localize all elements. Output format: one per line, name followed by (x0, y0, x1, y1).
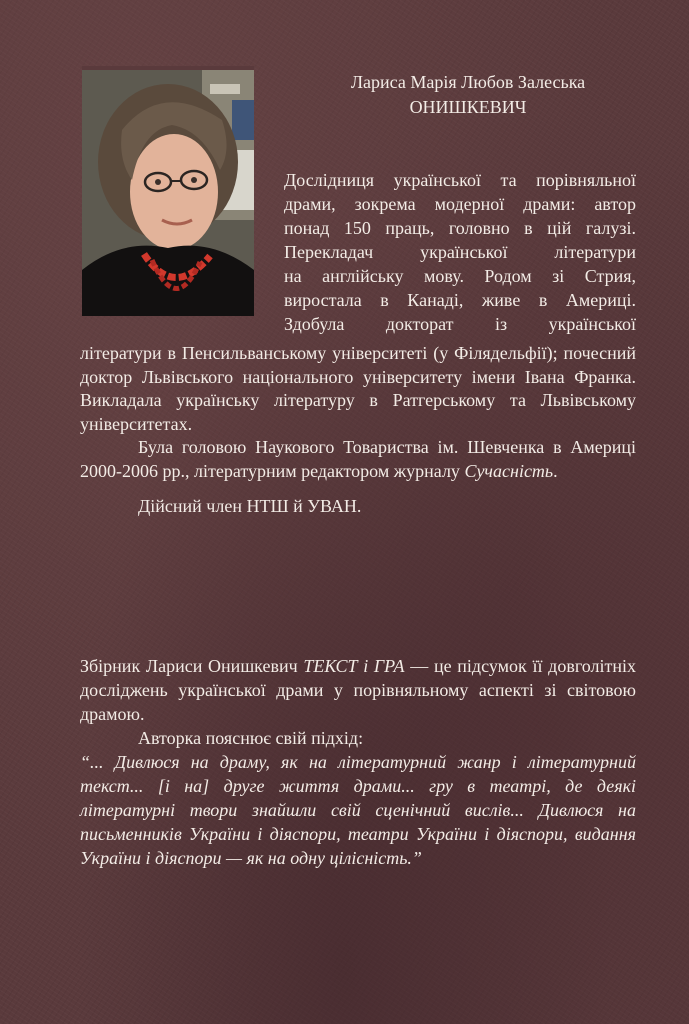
bio-line: Дослідниця української та порівняльної (284, 170, 636, 190)
book-quote: “... Дивлюся на драму, як на літературний жанр і літературний текст... [і на] друге життя драми... гру в театрі, де деякі літературні твори знайшли свій сценічний вислів... Дивлюся на письменників України і діяспори, театри України і діяспори, видання України і діяспори — як на одну цілісність.” (80, 752, 636, 868)
bio-paragraph-ntsh-text: Була головою Наукового Товариства ім. Шевченка в Америці 2000-2006 рр., літературним редактором журналу (80, 437, 636, 481)
book-intro (80, 654, 636, 726)
author-surname: ОНИШКЕВИЧ (409, 97, 527, 117)
bio-paragraph-ntsh-end: . (553, 460, 558, 481)
bio-top-block (284, 168, 636, 336)
bio-line: Здобула докторат із української (284, 314, 636, 334)
bio-paragraph-ntsh (80, 436, 636, 483)
bio-line: виростала в Канаді, живе в Америці. (284, 290, 636, 310)
bio-line: Перекладач української літератури (284, 242, 636, 262)
author-portrait-icon (82, 70, 254, 316)
author-photo (82, 66, 254, 316)
bio-line: драми, зокрема модерної драми: автор (284, 194, 636, 214)
book-description (80, 654, 636, 870)
book-intro-rest: — це підсумок її довголітніх досліджень української драми у порівняльному аспекті зі світовою драмою. (80, 656, 636, 724)
bio-continuation: літератури в Пенсильванському університеті (у Філядельфії); почесний доктор Львівського національного університету імени Івана Франка. Викладала українську літературу в Ратгерському та Львівському університетах. (80, 343, 636, 434)
book-title: ТЕКСТ і ГРА (303, 656, 405, 676)
bio-line: понад 150 праць, головно в цій галузі. (284, 218, 636, 238)
bio-bottom-block (80, 342, 636, 519)
author-name (284, 70, 652, 120)
bio-membership: Дійсний член НТШ й УВАН. (138, 496, 362, 516)
book-intro-text: Збірник Лариси Онишкевич (80, 656, 304, 676)
journal-title: Сучасність (464, 460, 554, 481)
author-full-name: Лариса Марія Любов Залеська (350, 72, 586, 92)
book-lead: Авторка пояснює свій підхід: (138, 728, 364, 748)
bio-line: на англійську мову. Родом зі Стрия, (284, 266, 636, 286)
